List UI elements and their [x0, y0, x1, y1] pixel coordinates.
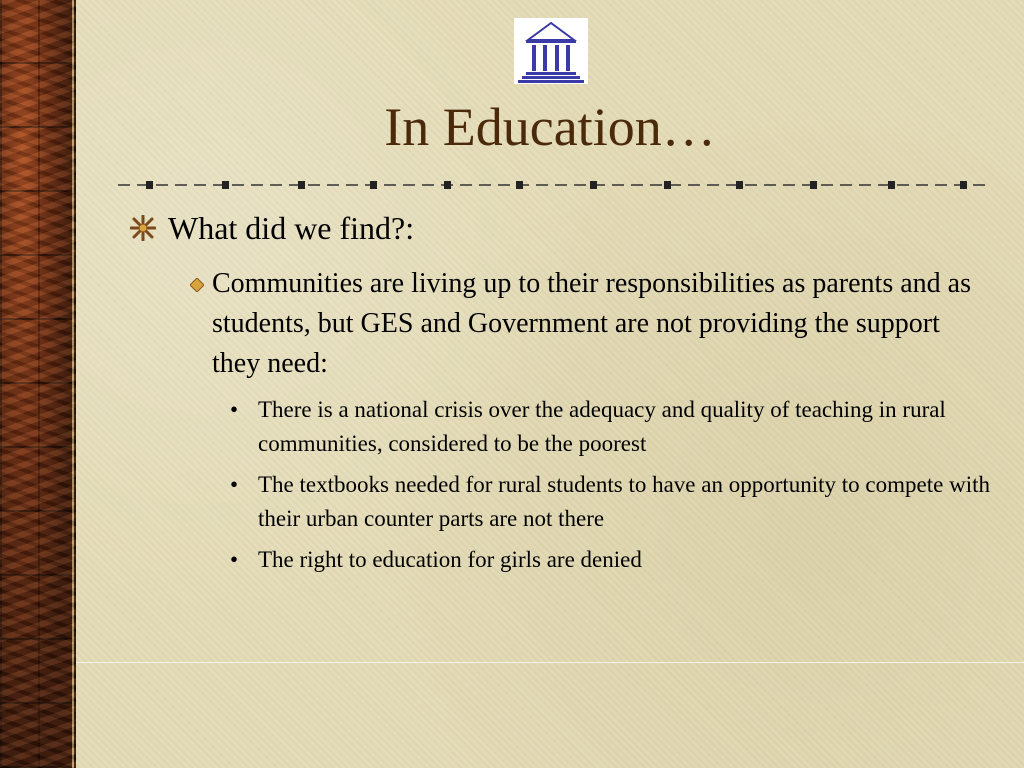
slide-title: In Education… — [384, 97, 716, 157]
level1-bullet-text: What did we find?: — [168, 210, 415, 246]
bullet-dot: • — [230, 472, 239, 497]
diamond-bullet-icon — [190, 278, 204, 292]
level3-bullet-text: There is a national crisis over the adequacy and quality of teaching in rural communities, considered to be the poorest — [258, 397, 946, 456]
bullet-dot: • — [230, 397, 239, 422]
level2-bullet-text: Communities are living up to their responsibilities as parents and as students, but GES and Government are not providing the support they need: — [212, 268, 971, 379]
decorative-divider — [118, 178, 990, 192]
list-item — [230, 393, 990, 461]
list-item — [230, 468, 990, 536]
level3-bullet-list — [230, 393, 990, 584]
columned-building-logo — [514, 18, 588, 84]
bullet-dot: • — [230, 547, 239, 572]
footer-rule — [76, 662, 1024, 663]
list-item — [230, 543, 990, 577]
starburst-bullet-icon — [130, 215, 156, 241]
level3-bullet-text: The right to education for girls are denied — [258, 547, 642, 572]
level3-bullet-text: The textbooks needed for rural students to have an opportunity to compete with their urban counter parts are not there — [258, 472, 990, 531]
